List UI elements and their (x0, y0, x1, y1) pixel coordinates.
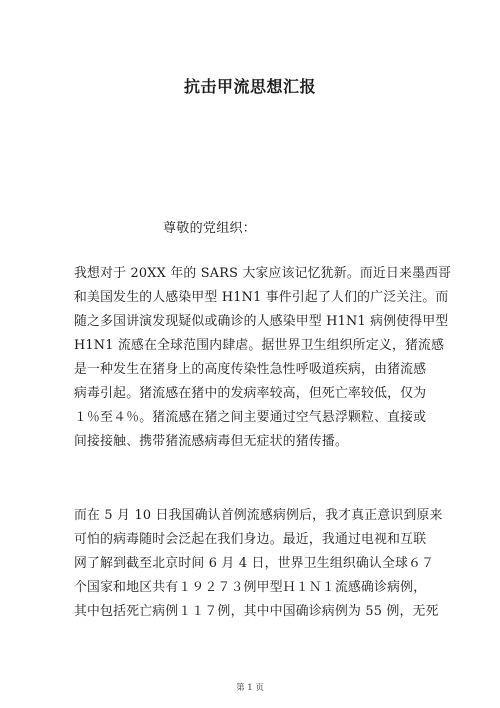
text-line: 我想对于 20XX 年的 SARS 大家应该记忆犹新。而近日来墨西哥 (74, 266, 452, 281)
paragraph-1 (74, 262, 452, 454)
text-line: 网了解到截至北京时间 6 月 4 日，世界卫生组织确认全球６７ (74, 556, 435, 571)
text-line: 间接接触、携带猪流感病毒但无症状的猪传播。 (74, 434, 348, 449)
text-line: 和美国发生的人感染甲型 H1N1 事件引起了人们的广泛关注。而 (74, 290, 449, 305)
text-line: 随之多国讲演发现疑似或确诊的人感染甲型 H1N1 病例使得甲型 (74, 314, 449, 329)
page-number: 第 1 页 (236, 683, 264, 693)
text-line: 其中包括死亡病例１１７例，其中中国确诊病例为 55 例，无死 (74, 604, 439, 619)
document-title: 抗击甲流思想汇报 (183, 77, 316, 96)
text-line: 病毒引起。猪流感在猪中的发病率较高，但死亡率较低，仅为 (74, 386, 427, 401)
text-line: 是一种发生在猪身上的高度传染性急性呼吸道疾病，由猪流感 (74, 362, 427, 377)
text-line: H1N1 流感在全球范围内肆虐。据世界卫生组织所定义，猪流感 (74, 338, 445, 353)
text-line: 个国家和地区共有１９２７３例甲型Ｈ１Ｎ１流感确诊病例， (74, 580, 427, 595)
text-line: 可怕的病毒随时会泛起在我们身边。最近，我通过电视和互联 (74, 532, 427, 547)
salutation: 尊敬的党组织： (163, 221, 257, 236)
text-line: 而在 5 月 10 日我国确认首例流感病例后，我才真正意识到原来 (74, 508, 443, 523)
paragraph-2 (74, 504, 443, 624)
text-line: １％至４％。猪流感在猪之间主要通过空气悬浮颗粒、直接或 (74, 410, 427, 425)
